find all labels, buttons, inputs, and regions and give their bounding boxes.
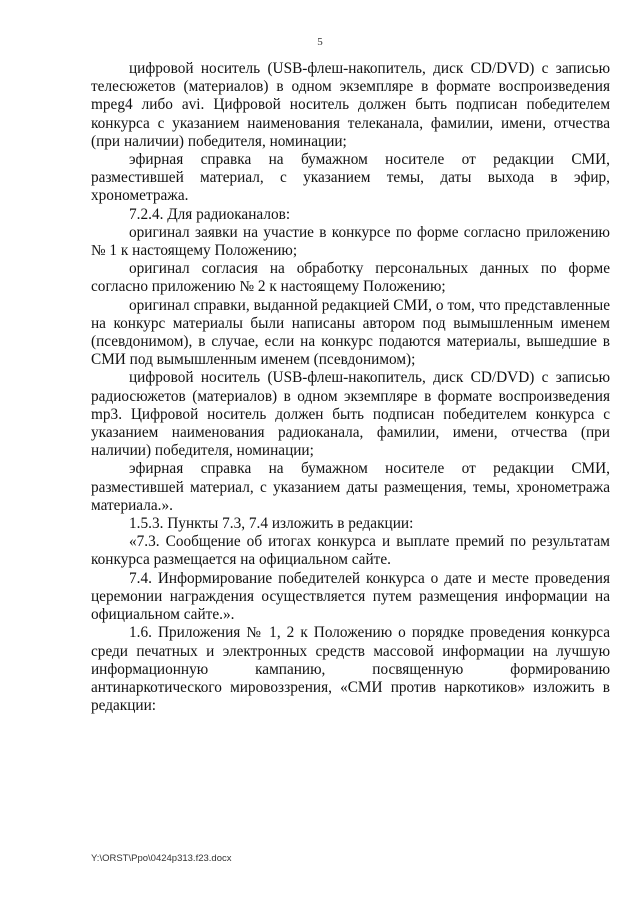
footer-file-path: Y:\ORST\Ppo\0424p313.f23.docx <box>91 853 232 864</box>
paragraph-radio-consent: оригинал согласия на обработку персональных данных по форме согласно приложению № 2 к настоящему Положению; <box>91 260 610 296</box>
paragraph-radio-application: оригинал заявки на участие в конкурсе по форме согласно приложению № 1 к настоящему Положению; <box>91 223 610 260</box>
paragraph-tv-digital-media: цифровой носитель (USB-флеш-накопитель, диск CD/DVD) с записью телесюжетов (материалов) в одном экземпляре в формате воспроизведения mpeg4 либо avi. Цифровой носитель должен быть подписан победителем конкурса с указанием наименования телеканала, фамилии, имени, отчества (при наличии) победителя, номинации; <box>91 60 610 150</box>
paragraph-radio-broadcast-certificate: эфирная справка на бумажном носителе от редакции СМИ, разместившей материал, с указанием даты размещения, темы, хронометража материала.». <box>91 460 610 514</box>
paragraph-7-2-4-heading: 7.2.4. Для радиоканалов: <box>129 205 291 223</box>
paragraph-1-5-3: 1.5.3. Пункты 7.3, 7.4 изложить в редакции: <box>129 515 414 533</box>
paragraph-radio-pseudonym-certificate: оригинал справки, выданной редакцией СМИ, о том, что представленные на конкурс материалы были написаны автором под вымышленным именем (псевдонимом), в случае, если на конкурс подаются материалы, вышедшие в СМИ под вымышленным именем (псевдонимом); <box>91 296 610 369</box>
paragraph-radio-digital-media: цифровой носитель (USB-флеш-накопитель, диск CD/DVD) с записью радиосюжетов (материалов) в одном экземпляре в формате воспроизведения mp3. Цифровой носитель должен быть подписан победителем конкурса с указанием наименования радиоканала, фамилии, имени, отчества (при наличии) победителя, номинации; <box>91 369 610 460</box>
page-number: 5 <box>317 36 323 48</box>
paragraph-7-4: 7.4. Информирование победителей конкурса о дате и месте проведения церемонии награждения осуществляется путем размещения информации на официальном сайте.». <box>91 569 610 624</box>
paragraph-7-3: «7.3. Сообщение об итогах конкурса и выплате премий по результатам конкурса размещается на официальном сайте. <box>91 533 610 569</box>
document-body <box>91 60 610 715</box>
paragraph-1-6: 1.6. Приложения № 1, 2 к Положению о порядке проведения конкурса среди печатных и электронных средств массовой информации на лучшую информационную кампанию, посвященную формированию антинаркотического мировоззрения, «СМИ против наркотиков» изложить в редакции: <box>91 624 610 715</box>
paragraph-tv-broadcast-certificate: эфирная справка на бумажном носителе от редакции СМИ, разместившей материал, с указанием темы, даты выхода в эфир, хронометража. <box>91 151 610 205</box>
